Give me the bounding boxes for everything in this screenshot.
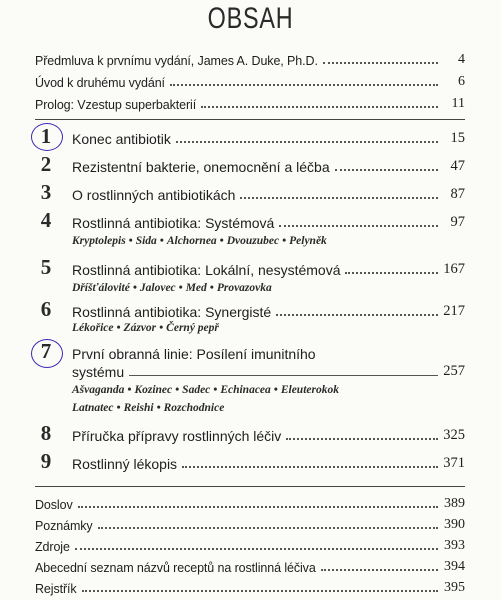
entry-page: 394	[444, 559, 465, 574]
dot-leader	[321, 569, 438, 571]
chapter-page: 47	[450, 158, 465, 174]
toc-chapter-6[interactable]	[35, 297, 465, 321]
toc-chapter-5[interactable]	[35, 255, 465, 279]
chapter-label: Rostlinná antibiotika: Synergisté	[72, 304, 272, 320]
chapter-page: 257	[443, 363, 465, 379]
toc-chapter-8[interactable]	[35, 421, 465, 445]
toc-entry-intro[interactable]	[35, 70, 465, 90]
chapter-page: 167	[443, 261, 465, 277]
dot-leader	[279, 225, 438, 227]
herb: Kozinec	[134, 384, 173, 396]
toc-entry-prolog[interactable]	[35, 92, 465, 112]
entry-page: 4	[458, 52, 465, 67]
chapter-page: 325	[443, 427, 465, 443]
toc-entry-sources[interactable]	[35, 534, 465, 554]
chapter-6-herbs: Lékořice • Zázvor • Černý pepř	[72, 322, 219, 334]
chapter-label: systému	[72, 364, 125, 380]
herb: Zázvor	[123, 322, 157, 334]
herb: Med	[185, 282, 207, 294]
entry-label: Úvod k druhému vydání	[35, 76, 165, 90]
herb: Lékořice	[72, 322, 114, 334]
chapter-page: 97	[450, 214, 465, 230]
chapter-page: 87	[450, 186, 465, 202]
toc-entry-preface[interactable]	[35, 48, 465, 68]
divider-top	[35, 119, 465, 120]
dot-leader	[276, 314, 438, 316]
page-title: OBSAH	[207, 2, 294, 35]
chapter-number: 5	[40, 255, 52, 279]
dot-leader	[335, 169, 438, 171]
toc-chapter-7-cont[interactable]	[35, 360, 465, 380]
dot-leader	[201, 106, 438, 108]
entry-label: Předmluva k prvnímu vydání, James A. Duke, Ph.D.	[35, 54, 318, 68]
chapter-5-herbs: Dříšťálovité • Jalovec • Med • Provazovka	[72, 282, 272, 294]
herb: Kryptolepis	[72, 235, 126, 247]
chapter-page: 15	[450, 130, 465, 146]
herb: Sadec	[182, 384, 211, 396]
toc-entry-notes[interactable]	[35, 513, 465, 533]
herb: Alchornea	[166, 235, 217, 247]
dot-leader	[129, 375, 438, 376]
entry-label: Prolog: Vzestup superbakterií	[35, 98, 197, 112]
dot-leader	[82, 590, 438, 592]
entry-page: 6	[458, 74, 465, 89]
toc-chapter-9[interactable]	[35, 449, 465, 473]
entry-page: 393	[444, 538, 465, 553]
entry-label: Zdroje	[35, 540, 70, 554]
herb: Echinacea	[220, 384, 271, 396]
dot-leader	[75, 548, 438, 550]
toc-chapter-7[interactable]	[35, 339, 465, 363]
herb: Latnatec	[72, 402, 114, 414]
chapter-label: První obranná linie: Posílení imunitního	[72, 346, 316, 362]
chapter-page: 371	[443, 455, 465, 471]
herb: Dvouzubec	[226, 235, 280, 247]
chapter-number: 9	[40, 449, 52, 473]
chapter-label: Příručka přípravy rostlinných léčiv	[72, 428, 282, 444]
entry-label: Doslov	[35, 498, 73, 512]
dot-leader	[78, 506, 438, 508]
toc-chapter-1[interactable]	[35, 124, 465, 148]
entry-label: Poznámky	[35, 519, 93, 533]
chapter-label: O rostlinných antibiotikách	[72, 187, 236, 203]
chapter-label: Rostlinná antibiotika: Systémová	[72, 215, 275, 231]
toc-entry-index[interactable]	[35, 576, 465, 596]
chapter-number: 7	[40, 339, 52, 363]
dot-leader	[176, 141, 438, 143]
chapter-7-herbs-cont: Latnatec • Reishi • Rozchodnice	[72, 402, 225, 414]
chapter-label: Konec antibiotik	[72, 131, 171, 147]
herb: Ašvaganda	[72, 384, 125, 396]
chapter-number: 8	[40, 421, 52, 445]
dot-leader	[345, 272, 438, 274]
toc-chapter-3[interactable]	[35, 180, 465, 204]
handwritten-circle-mark	[31, 123, 63, 151]
dot-leader	[170, 84, 438, 86]
toc-chapter-2[interactable]	[35, 152, 465, 176]
herb: Rozchodnice	[163, 402, 225, 414]
chapter-number: 1	[40, 124, 52, 148]
dot-leader	[286, 438, 438, 440]
chapter-7-herbs: Ašvaganda • Kozinec • Sadec • Echinacea • Eleuterokok	[72, 384, 339, 396]
herb: Eleuterokok	[280, 384, 339, 396]
chapter-4-herbs: Kryptolepis • Sida • Alchornea • Dvouzubec • Pelyněk	[72, 235, 327, 247]
herb: Provazovka	[216, 282, 272, 294]
herb: Pelyněk	[289, 235, 327, 247]
toc-entry-recipe-index[interactable]	[35, 555, 465, 575]
dot-leader	[98, 527, 438, 529]
chapter-page: 217	[443, 303, 465, 319]
chapter-number: 6	[40, 297, 52, 321]
herb: Sida	[135, 235, 157, 247]
entry-page: 390	[444, 517, 465, 532]
toc-chapter-4[interactable]	[35, 208, 465, 232]
toc-entry-afterword[interactable]	[35, 492, 465, 512]
dot-leader	[182, 466, 438, 468]
chapter-number: 3	[40, 180, 52, 204]
chapter-label: Rostlinný lékopis	[72, 456, 178, 472]
herb: Dříšťálovité	[72, 282, 130, 294]
divider-bottom	[35, 486, 465, 487]
herb: Jalovec	[139, 282, 176, 294]
entry-page: 395	[444, 580, 465, 595]
entry-label: Abecední seznam názvů receptů na rostlinná léčiva	[35, 561, 316, 575]
herb: Černý pepř	[166, 322, 219, 334]
chapter-label: Rostlinná antibiotika: Lokální, nesystémová	[72, 262, 341, 278]
chapter-label: Rezistentní bakterie, onemocnění a léčba	[72, 159, 330, 175]
herb: Reishi	[123, 402, 154, 414]
chapter-number: 4	[40, 208, 52, 232]
chapter-number: 2	[40, 152, 52, 176]
entry-page: 389	[444, 496, 465, 511]
dot-leader	[323, 62, 438, 64]
entry-page: 11	[451, 96, 465, 111]
dot-leader	[240, 197, 438, 199]
entry-label: Rejstřík	[35, 582, 77, 596]
